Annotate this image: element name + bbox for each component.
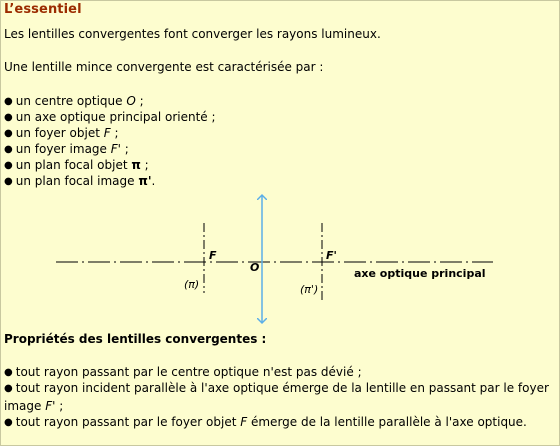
property-text: émerge de la lentille parallèle à l'axe optique.	[247, 415, 527, 429]
list-item-text: un plan focal objet	[15, 158, 132, 172]
symbol: F'	[110, 142, 121, 156]
list-item-text: un foyer image	[15, 142, 111, 156]
list-item-text: un centre optique	[15, 94, 127, 108]
list-item-text: un foyer objet	[15, 126, 104, 140]
property-text: tout rayon passant par le centre optique n'est pas dévié ;	[15, 365, 362, 379]
characterized-text: Une lentille mince convergente est caractérisée par :	[4, 60, 324, 74]
list-item-end: ;	[120, 142, 129, 156]
center-label: O	[250, 261, 260, 274]
list-item-text: un plan focal image	[15, 174, 139, 188]
axis-label: axe optique principal	[354, 267, 486, 280]
list-item-end: ;	[135, 94, 144, 108]
bullet-icon: ●	[4, 144, 13, 155]
list-item-end: .	[151, 174, 156, 188]
bullet-icon: ●	[4, 96, 13, 107]
bullet-icon: ●	[4, 160, 13, 171]
focal-plane-image-label: (π')	[300, 283, 319, 296]
bullet-icon: ●	[4, 112, 13, 123]
symbol: O	[126, 94, 136, 108]
intro-text: Les lentilles convergentes font converger les rayons lumineux.	[4, 27, 381, 41]
property-end: ;	[55, 399, 64, 413]
bullet-icon: ●	[4, 417, 13, 428]
property-item	[4, 414, 556, 432]
property-item	[4, 380, 556, 414]
bullet-icon: ●	[4, 176, 13, 187]
list-item-end: ;	[110, 126, 119, 140]
focal-plane-object-label: (π)	[184, 278, 200, 291]
list-item-end: ;	[140, 158, 149, 172]
symbol: F'	[45, 399, 56, 413]
symbol: F	[103, 126, 111, 140]
section-title: L’essentiel	[4, 2, 82, 17]
focus-image-label: F'	[326, 249, 337, 262]
property-text: tout rayon passant par le foyer objet	[15, 415, 241, 429]
properties-title: Propriétés des lentilles convergentes :	[4, 332, 267, 346]
focus-object-label: F	[209, 249, 217, 262]
property-text: tout rayon incident parallèle à l'axe optique émerge de la lentille en passant par le foyer image	[4, 381, 549, 413]
symbol: π	[131, 158, 141, 172]
list-item-text: un axe optique principal orienté ;	[15, 110, 216, 124]
bullet-icon: ●	[4, 367, 13, 378]
bullet-icon: ●	[4, 128, 13, 139]
symbol: π'	[138, 174, 152, 188]
bullet-icon: ●	[4, 383, 13, 394]
lens-diagram	[1, 189, 559, 329]
symbol: F	[240, 415, 248, 429]
